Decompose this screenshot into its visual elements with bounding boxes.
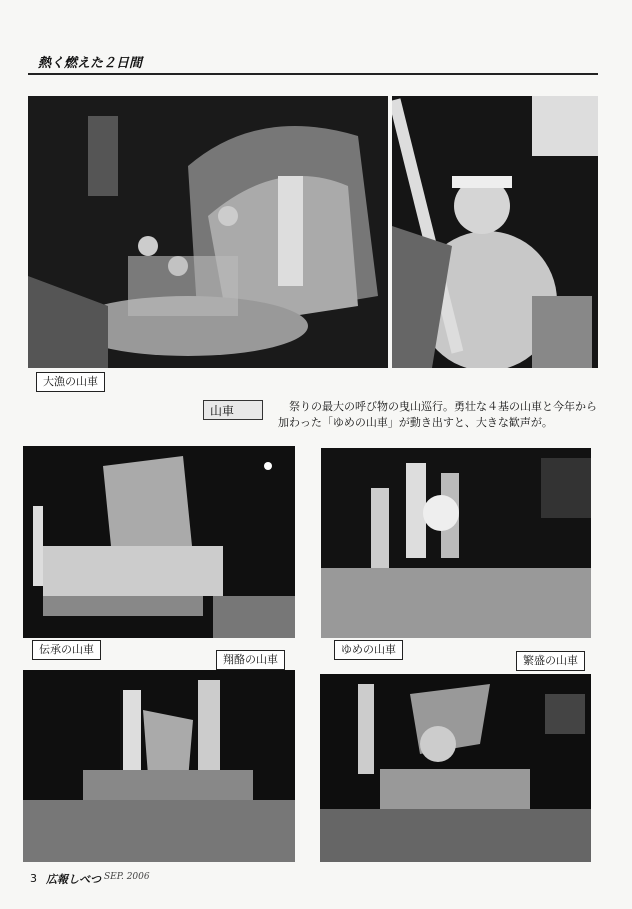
caption-shoraku: 翔酪の山車: [216, 650, 285, 670]
header-rule: [28, 73, 598, 75]
page-number: 3: [30, 872, 37, 885]
photo-shirtless-man: [392, 96, 598, 368]
photo-densho-float: [23, 446, 295, 638]
issue-date: SEP. 2006: [104, 872, 150, 882]
header-title: 熱く燃えた２日間: [38, 56, 143, 71]
photo-procession-right: [320, 674, 591, 862]
photo-procession-left: [23, 670, 295, 862]
photo-tairyo-float: [28, 96, 388, 368]
caption-densho: 伝承の山車: [32, 640, 101, 660]
caption-hanjo: 繁盛の山車: [516, 651, 585, 671]
section-lead: 祭りの最大の呼び物の曳山巡行。勇壮な４基の山車と今年から加わった「ゆめの山車」が動き出すと、大きな歓声が。: [278, 400, 597, 429]
section-badge: 山車: [203, 400, 263, 420]
caption-tairyo: 大漁の山車: [36, 372, 105, 392]
photo-yume-float: [321, 448, 591, 638]
magazine-title: 広報しべつ: [46, 873, 101, 886]
caption-yume: ゆめの山車: [334, 640, 403, 660]
